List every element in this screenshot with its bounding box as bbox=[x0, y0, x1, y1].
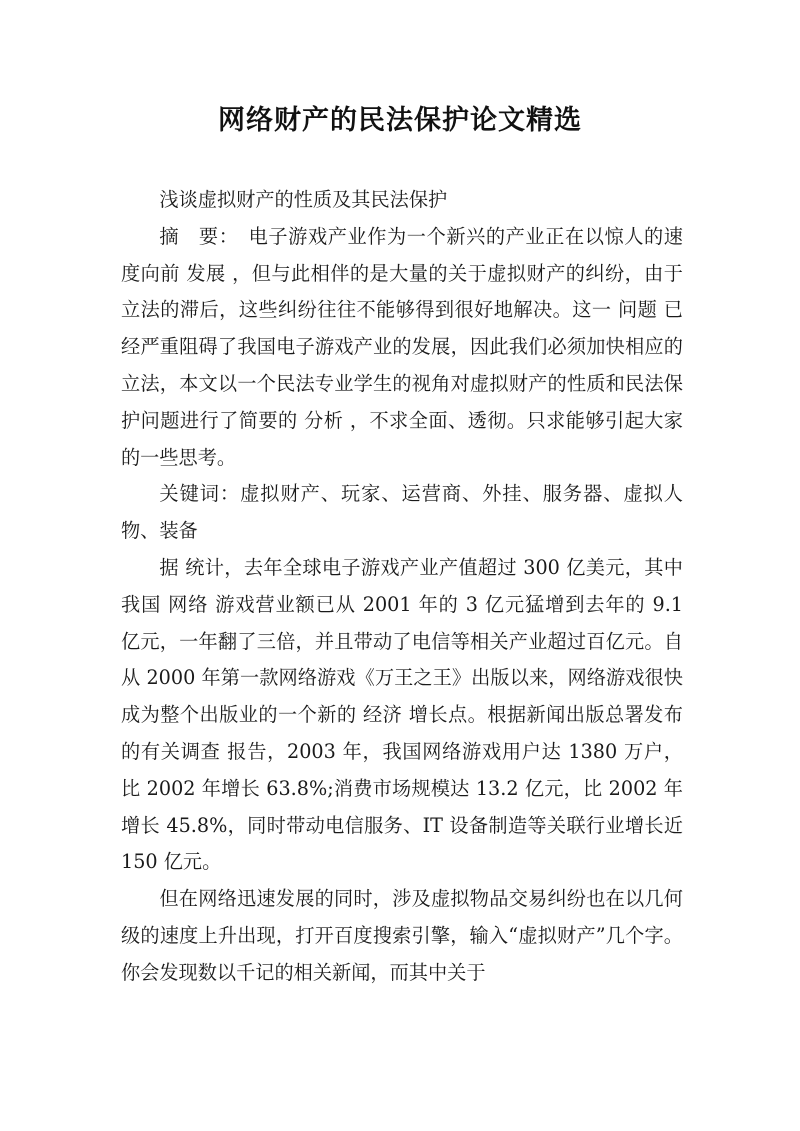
document-title: 网络财产的民法保护论文精选 bbox=[218, 105, 582, 136]
disputes-paragraph: 但在网络迅速发展的同时，涉及虚拟物品交易纠纷也在以几何级的速度上升出现，打开百度搜索引擎，输入“虚拟财产”几个字。你会发现数以千记的相关新闻，而其中关于 bbox=[121, 887, 683, 984]
document-body bbox=[121, 182, 683, 992]
statistics-paragraph: 据 统计，去年全球电子游戏产业产值超过 300 亿美元，其中我国 网络 游戏营业额已从 2001 年的 3 亿元猛增到去年的 9.1 亿元，一年翻了三倍，并且带动了电信等相关产业超过百亿元。自从 2000 年第一款网络游戏《万王之王》出版以来，网络游戏很快成为整个出版业的一个新的 经济 增长点。根据新闻出版总署发布的有关调查 报告，2003 年，我国网络游戏用户达 1380 万户，比 2002 年增长 63.8%;消费市场规模达 13.2 亿元，比 2002 年增长 45.8%，同时带动电信服务、IT 设备制造等关联行业增长近 150 亿元。 bbox=[121, 555, 683, 874]
article-subtitle: 浅谈虚拟财产的性质及其民法保护 bbox=[159, 188, 448, 211]
keywords-paragraph: 关键词：虚拟财产、玩家、运营商、外挂、服务器、虚拟人物、装备 bbox=[121, 482, 683, 543]
abstract-paragraph: 摘 要： 电子游戏产业作为一个新兴的产业正在以惊人的速度向前 发展 ，但与此相伴的是大量的关于虚拟财产的纠纷，由于立法的滞后，这些纠纷往往不能够得到很好地解决。这一 问题 已经严重阻碍了我国电子游戏产业的发展，因此我们必须加快相应的立法，本文以一个民法专业学生的视角对虚拟财产的性质和民法保护问题进行了简要的 分析 ，不求全面、透彻。只求能够引起大家的一些思考。 bbox=[121, 224, 683, 469]
